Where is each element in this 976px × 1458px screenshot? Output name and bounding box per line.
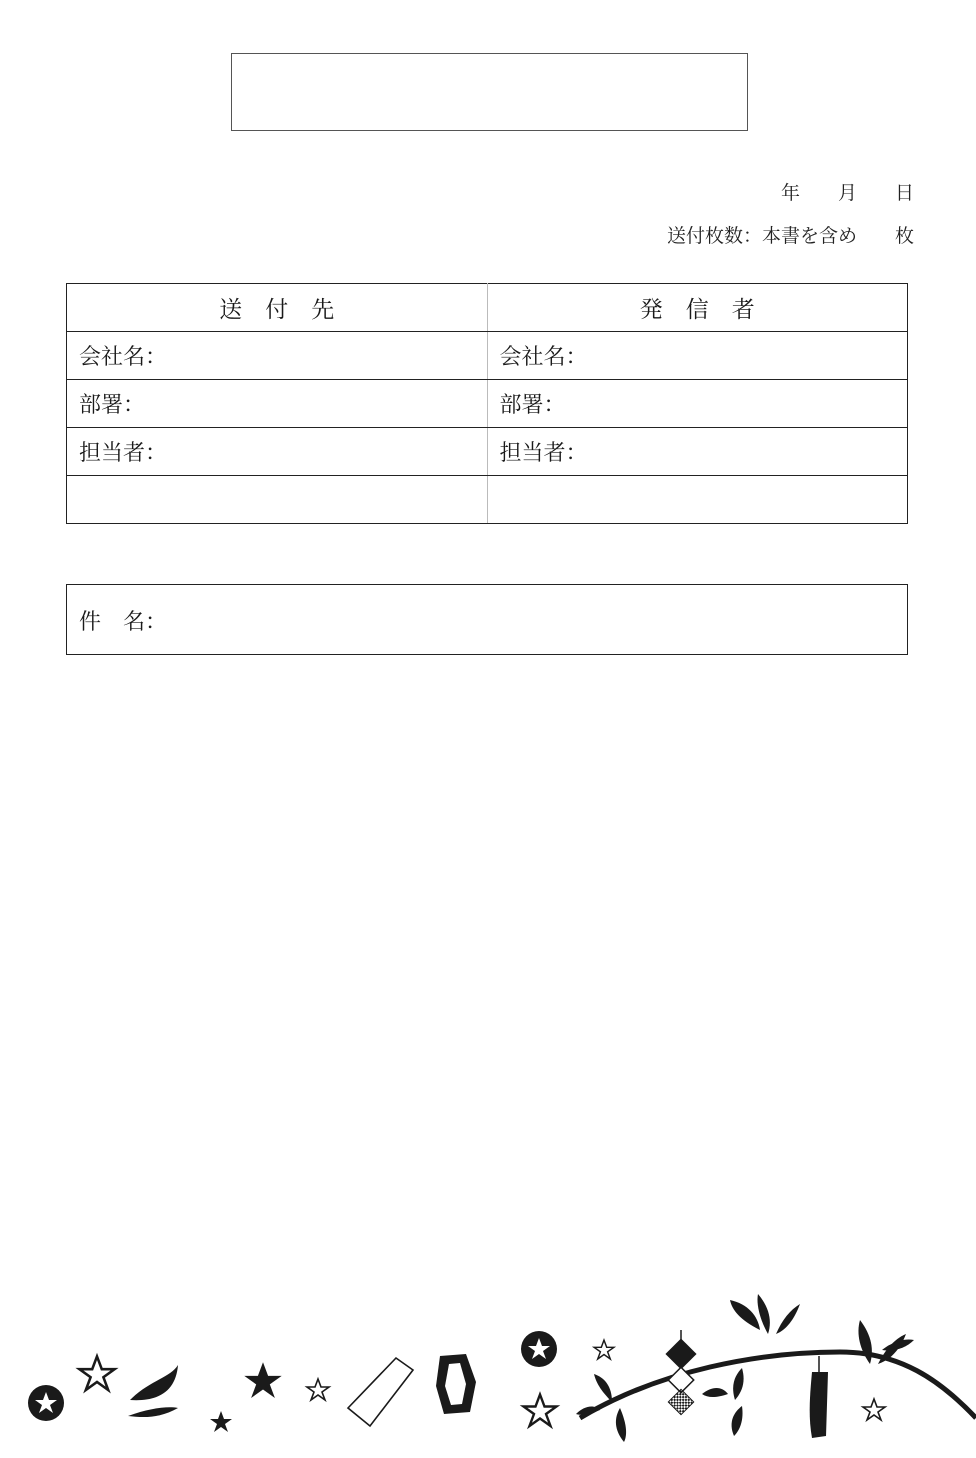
department-row bbox=[67, 380, 908, 428]
date-line: 年 月 日 bbox=[780, 182, 914, 204]
paper-lantern-icon bbox=[436, 1354, 476, 1414]
star-badge-icon bbox=[28, 1385, 64, 1421]
tanabata-decoration bbox=[0, 1290, 976, 1458]
star-icon bbox=[210, 1411, 232, 1432]
recipient-person-label: 担当者： bbox=[67, 428, 488, 476]
star-icon bbox=[863, 1399, 885, 1420]
parties-header-row bbox=[67, 284, 908, 332]
recipient-header: 送 付 先 bbox=[67, 284, 488, 332]
star-icon bbox=[524, 1395, 557, 1427]
person-row bbox=[67, 428, 908, 476]
bamboo-leaf-icon bbox=[128, 1365, 178, 1417]
fukinagashi-icon bbox=[810, 1356, 828, 1438]
bamboo-branch-icon bbox=[576, 1294, 976, 1442]
recipient-blank-cell bbox=[67, 476, 488, 524]
recipient-company-label: 会社名： bbox=[67, 332, 488, 380]
sender-company-label: 会社名： bbox=[487, 332, 908, 380]
star-badge-icon bbox=[521, 1331, 557, 1367]
company-row bbox=[67, 332, 908, 380]
page-count-line: 送付枚数：本書を含め 枚 bbox=[666, 225, 914, 247]
parties-table bbox=[66, 283, 908, 524]
star-icon bbox=[307, 1379, 329, 1400]
tanzaku-icon bbox=[348, 1358, 413, 1426]
star-icon bbox=[79, 1356, 114, 1390]
subject-label: 件 名： bbox=[79, 610, 168, 635]
star-icon bbox=[244, 1362, 281, 1398]
sender-person-label: 担当者： bbox=[487, 428, 908, 476]
star-icon bbox=[594, 1340, 614, 1359]
sender-header: 発 信 者 bbox=[487, 284, 908, 332]
title-box bbox=[231, 53, 748, 131]
sender-blank-cell bbox=[487, 476, 908, 524]
subject-box bbox=[66, 584, 908, 655]
blank-row bbox=[67, 476, 908, 524]
sender-department-label: 部署： bbox=[487, 380, 908, 428]
recipient-department-label: 部署： bbox=[67, 380, 488, 428]
